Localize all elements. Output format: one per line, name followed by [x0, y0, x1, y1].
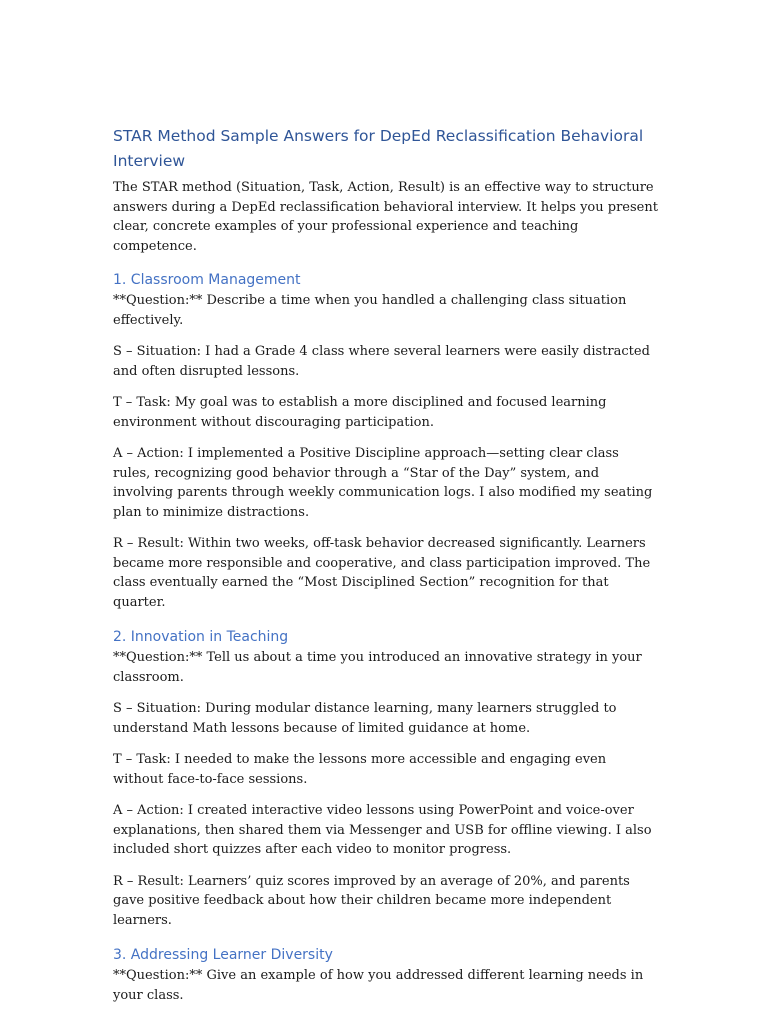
question-paragraph: **Question:** Describe a time when you handled a challenging class situation effectively. — [113, 293, 627, 328]
section-heading: 2. Innovation in Teaching — [113, 629, 289, 645]
question-paragraph: **Question:** Give an example of how you addressed different learning needs in your class. — [113, 968, 644, 1003]
section-heading: 3. Addressing Learner Diversity — [113, 947, 333, 963]
intro-paragraph: The STAR method (Situation, Task, Action, Result) is an effective way to structure answers during a DepEd reclassification behavioral interview. It helps you present clear, concrete examples of your professional experience and teaching competence. — [113, 180, 658, 254]
section-innovation-in-teaching — [113, 626, 658, 930]
task-paragraph: T – Task: I needed to make the lessons more accessible and engaging even without face-to-face sessions. — [113, 752, 607, 787]
document-page — [113, 124, 658, 1017]
document-title: STAR Method Sample Answers for DepEd Reclassification Behavioral Interview — [113, 127, 644, 170]
section-heading: 1. Classroom Management — [113, 272, 301, 288]
question-paragraph: **Question:** Tell us about a time you introduced an innovative strategy in your classroom. — [113, 650, 642, 685]
action-paragraph: A – Action: I created interactive video lessons using PowerPoint and voice-over explanations, then shared them via Messenger and USB for offline viewing. I also included short quizzes after each video to monitor progress. — [113, 803, 652, 857]
task-paragraph: T – Task: My goal was to establish a more disciplined and focused learning environment without discouraging participation. — [113, 395, 607, 430]
section-addressing-learner-diversity — [113, 944, 658, 1005]
action-paragraph: A – Action: I implemented a Positive Discipline approach—setting clear class rules, recognizing good behavior through a “Star of the Day” system, and involving parents through weekly communication logs. I also modified my seating plan to minimize distractions. — [113, 446, 653, 520]
situation-paragraph: S – Situation: During modular distance learning, many learners struggled to understand Math lessons because of limited guidance at home. — [113, 701, 617, 736]
situation-paragraph: S – Situation: I had a Grade 4 class where several learners were easily distracted and often disrupted lessons. — [113, 344, 650, 379]
result-paragraph: R – Result: Within two weeks, off-task behavior decreased significantly. Learners became more responsible and cooperative, and class participation improved. The class eventually earned the “Most Disciplined Section” recognition for that quarter. — [113, 536, 651, 610]
result-paragraph: R – Result: Learners’ quiz scores improved by an average of 20%, and parents gave positive feedback about how their children became more independent learners. — [113, 873, 630, 928]
section-classroom-management — [113, 269, 658, 612]
